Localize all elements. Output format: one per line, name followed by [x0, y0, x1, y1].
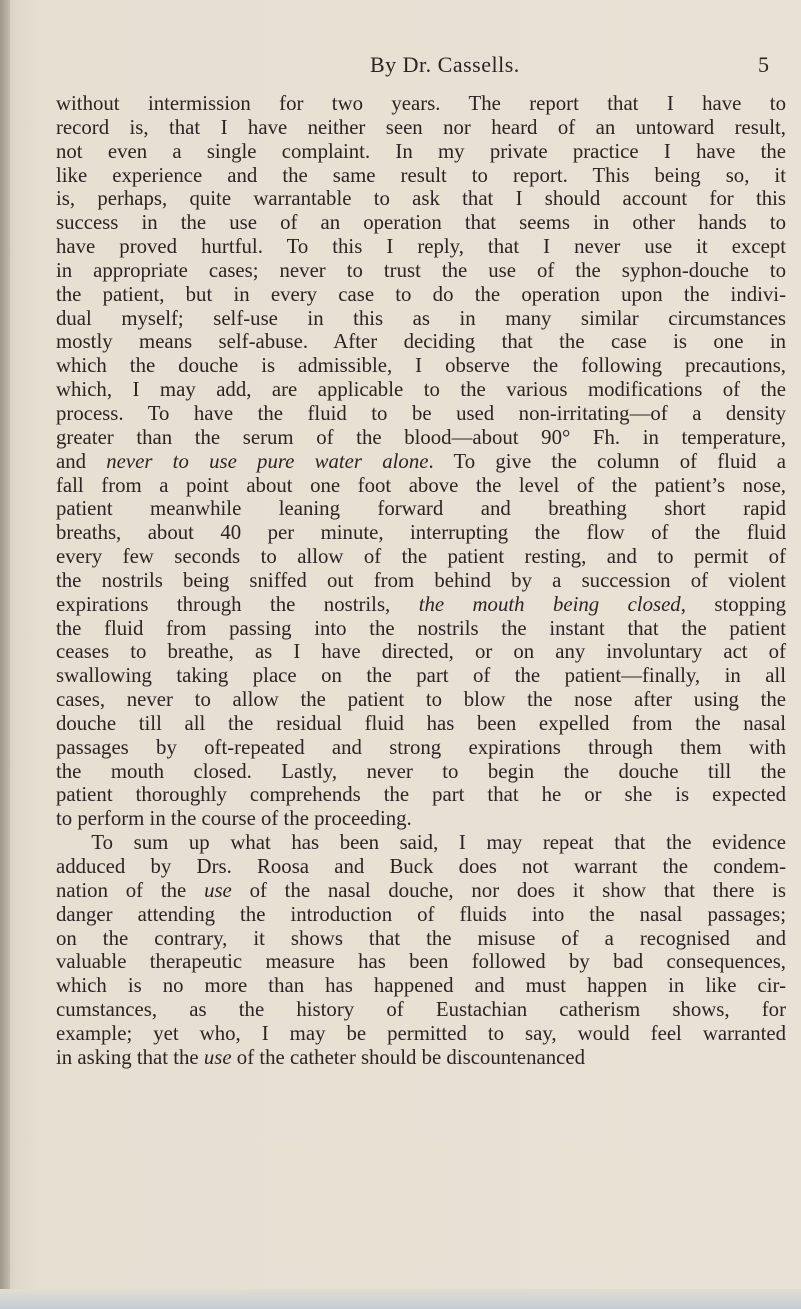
text-line: fall from a point about one foot above the level of the patient’s nose,: [56, 473, 786, 497]
text-line: in asking that the use of the catheter should be discountenanced: [56, 1045, 586, 1069]
text-line: have proved hurtful. To this I reply, that I never use it except: [56, 235, 786, 259]
text-line: which, I may add, are applicable to the various modifications of the: [56, 378, 786, 402]
text-line: the patient, but in every case to do the operation upon the indivi-: [56, 282, 786, 306]
book-spine-shadow: [0, 0, 10, 1309]
text-line: expirations through the nostrils, the mouth being closed, stopping: [56, 592, 786, 616]
text-line: the fluid from passing into the nostrils the instant that the patient: [56, 616, 786, 640]
running-head: By Dr. Cassells.: [370, 52, 520, 77]
text-line: patient meanwhile leaning forward and breathing short rapid: [56, 497, 786, 521]
text-line: is, perhaps, quite warrantable to ask that I should account for this: [56, 187, 786, 211]
text-line: cumstances, as the history of Eustachian catherism shows, for: [56, 998, 786, 1022]
text-line: greater than the serum of the blood—about 90° Fh. in temperature,: [56, 425, 786, 449]
text-line: which is no more than has happened and must happen in like cir-: [56, 974, 786, 998]
text-line: like experience and the same result to report. This being so, it: [56, 163, 786, 187]
text-line: douche till all the residual fluid has been expelled from the nasal: [56, 711, 786, 735]
text-line: not even a single complaint. In my private practice I have the: [56, 139, 786, 163]
text-line: breaths, about 40 per minute, interrupting the flow of the fluid: [56, 521, 786, 545]
text-line: nation of the use of the nasal douche, nor does it show that there is: [56, 878, 787, 902]
text-line: example; yet who, I may be permitted to say, would feel warranted: [56, 1021, 786, 1045]
paragraph: [56, 831, 786, 1069]
text-line: the nostrils being sniffed out from behind by a succession of violent: [56, 568, 786, 592]
text-line: to perform in the course of the proceeding.: [56, 807, 412, 831]
page-header: [0, 52, 801, 82]
text-line: cases, never to allow the patient to blow the nose after using the: [56, 688, 786, 712]
text-line: passages by oft-repeated and strong expirations through them with: [56, 735, 786, 759]
paragraph: [56, 92, 786, 831]
text-line: dual myself; self-use in this as in many similar circumstances: [56, 306, 786, 330]
text-line: danger attending the introduction of fluids into the nasal passages;: [56, 902, 786, 926]
body-text: [56, 92, 786, 1070]
text-line: process. To have the fluid to be used non-irritating—of a density: [56, 401, 786, 425]
text-line: valuable therapeutic measure has been followed by bad consequences,: [56, 950, 786, 974]
text-line: and never to use pure water alone. To give the column of fluid a: [56, 449, 786, 473]
text-line: on the contrary, it shows that the misuse of a recognised and: [56, 926, 786, 950]
text-line: which the douche is admissible, I observe the following precautions,: [56, 354, 786, 378]
text-line: every few seconds to allow of the patient resting, and to permit of: [56, 545, 786, 569]
text-line: patient thoroughly comprehends the part that he or she is expected: [56, 783, 786, 807]
scan-bottom-edge: [0, 1289, 801, 1309]
text-line: success in the use of an operation that seems in other hands to: [56, 211, 786, 235]
text-line: mostly means self-abuse. After deciding that the case is one in: [56, 330, 786, 354]
text-line: swallowing taking place on the part of the patient—finally, in all: [56, 664, 786, 688]
text-line: without intermission for two years. The report that I have to: [56, 92, 786, 115]
text-line: To sum up what has been said, I may repeat that the evidence: [91, 831, 786, 855]
page-number: 5: [758, 52, 769, 77]
text-line: the mouth closed. Lastly, never to begin the douche till the: [56, 759, 786, 783]
text-line: adduced by Drs. Roosa and Buck does not warrant the condem-: [56, 855, 786, 878]
text-line: ceases to breathe, as I have directed, or on any involuntary act of: [56, 640, 786, 664]
text-line: in appropriate cases; never to trust the use of the syphon-douche to: [56, 258, 786, 282]
text-line: record is, that I have neither seen nor heard of an untoward result,: [56, 115, 786, 139]
